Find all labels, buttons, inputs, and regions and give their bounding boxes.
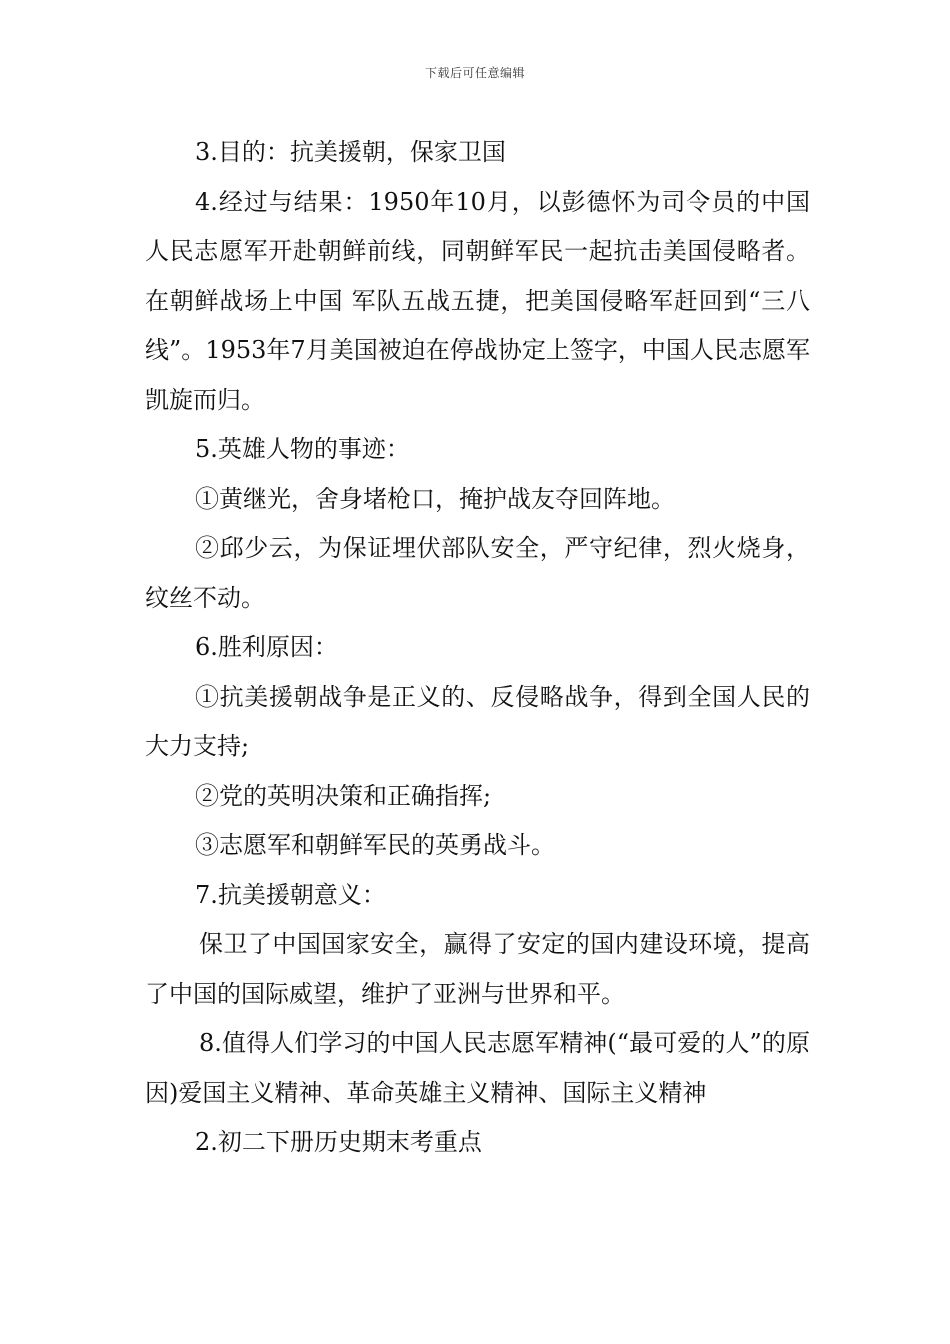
paragraph-process-result: 4.经过与结果：1950年10月，以彭德怀为司令员的中国人民志愿军开赴朝鲜前线，同朝鲜军民一起抗击美国侵略者。在朝鲜战场上中国 军队五战五捷，把美国侵略军赶回到“三八线”。1953年7月美国被迫在停战协定上签字，中国人民志愿军凯旋而归。 bbox=[145, 187, 810, 414]
paragraph-reason-2: ②党的英明决策和正确指挥; bbox=[195, 781, 492, 810]
paragraph-reason-1: ①抗美援朝战争是正义的、反侵略战争，得到全国人民的大力支持; bbox=[145, 682, 810, 760]
paragraph-reason-3: ③志愿军和朝鲜军民的英勇战斗。 bbox=[195, 831, 555, 859]
page-header: 下载后可任意编辑 bbox=[424, 66, 525, 80]
document-body bbox=[145, 128, 810, 1168]
paragraph-spirit: 8.值得人们学习的中国人民志愿军精神(“最可爱的人”的原因)爱国主义精神、革命英雄主义精神、国际主义精神 bbox=[145, 1029, 810, 1107]
paragraph-heroes-heading: 5.英雄人物的事迹： bbox=[195, 435, 410, 463]
paragraph-victory-reasons-heading: 6.胜利原因： bbox=[195, 633, 338, 661]
paragraph-significance-heading: 7.抗美援朝意义： bbox=[195, 880, 386, 909]
paragraph-significance: 保卫了中国国家安全，赢得了安定的国内建设环境，提高了中国的国际威望，维护了亚洲与世界和平。 bbox=[145, 930, 810, 1008]
paragraph-section-2-heading: 2.初二下册历史期末考重点 bbox=[195, 1128, 482, 1156]
paragraph-purpose: 3.目的：抗美援朝，保家卫国 bbox=[195, 138, 506, 166]
paragraph-hero-qiu-shaoyun: ②邱少云，为保证埋伏部队安全，严守纪律，烈火烧身，纹丝不动。 bbox=[145, 534, 810, 612]
paragraph-hero-huang-jiguang: ①黄继光，舍身堵枪口，掩护战友夺回阵地。 bbox=[195, 484, 675, 513]
